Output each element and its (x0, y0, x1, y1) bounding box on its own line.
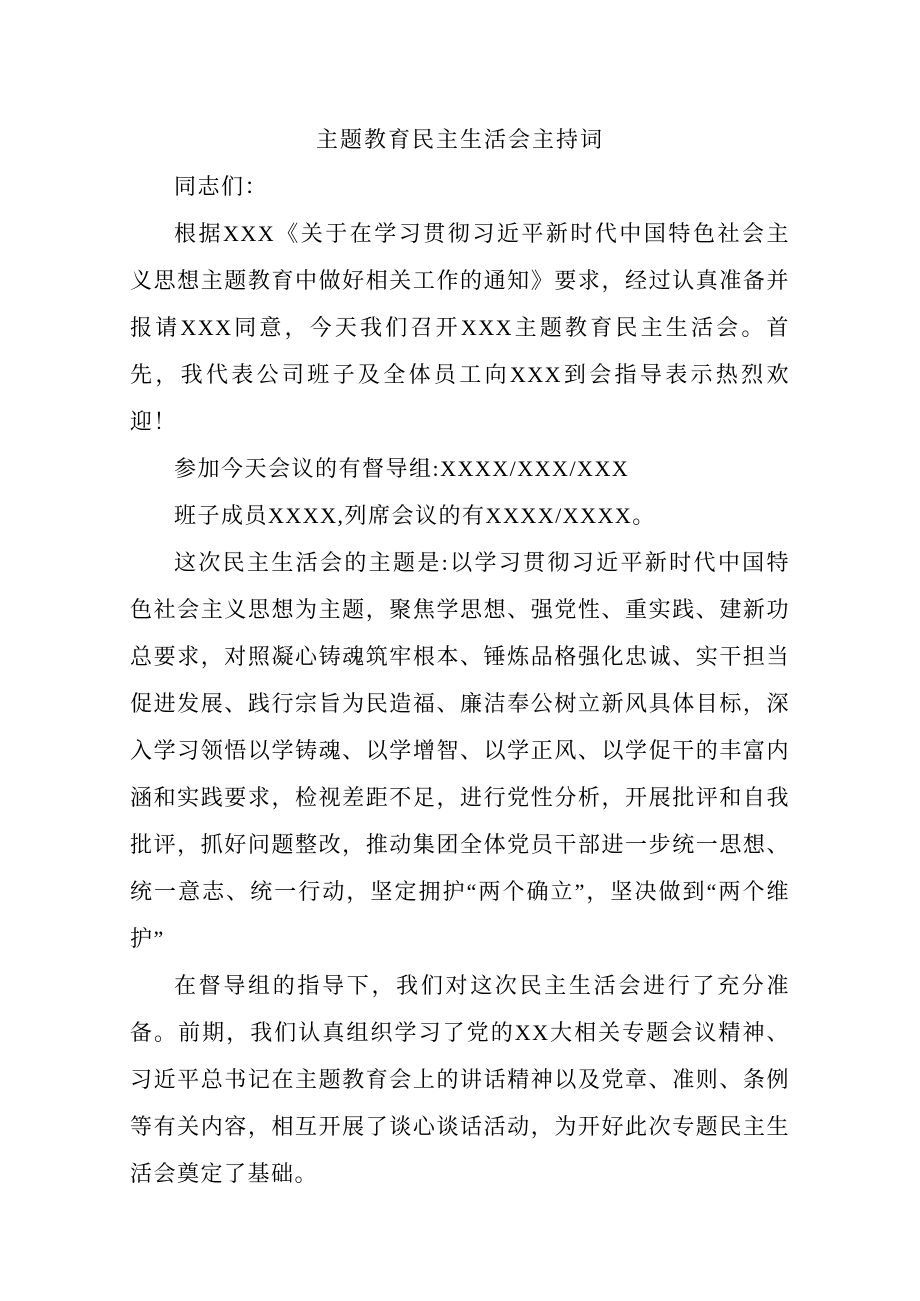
document-body (130, 163, 790, 1197)
paragraph-opening: 根据XXX《关于在学习贯彻习近平新时代中国特色社会主义思想主题教育中做好相关工作的通知》要求，经过认真准备并报请XXX同意，今天我们召开XXX主题教育民主生活会。首先，我代表公司班子及全体员工向XXX到会指导表示热烈欢迎！ (130, 221, 790, 434)
paragraph-salutation: 同志们： (174, 174, 269, 199)
document-title: 主题教育民主生活会主持词 (315, 127, 604, 152)
paragraph-supervision-group: 参加今天会议的有督导组:XXXX/XXX/XXX (174, 456, 630, 481)
paragraph-preparation: 在督导组的指导下，我们对这次民主生活会进行了充分准备。前期，我们认真组织学习了党的XX大相关专题会议精神、习近平总书记在主题教育会上的讲话精神以及党章、准则、条例等有关内容，相互开展了谈心谈话活动，为开好此次专题民主生活会奠定了基础。 (130, 973, 790, 1186)
paragraph-attendees: 班子成员XXXX,列席会议的有XXXX/XXXX。 (174, 503, 656, 528)
paragraph-meeting-theme: 这次民主生活会的主题是:以学习贯彻习近平新时代中国特色社会主义思想为主题，聚焦学思想、强党性、重实践、建新功总要求，对照凝心铸魂筑牢根本、锤炼品格强化忠诚、实干担当促进发展、践行宗旨为民造福、廉洁奉公树立新风具体目标，深入学习领悟以学铸魂、以学增智、以学正风、以学促干的丰富内涵和实践要求，检视差距不足，进行党性分析，开展批评和自我批评，抓好问题整改，推动集团全体党员干部进一步统一思想、统一意志、统一行动，坚定拥护“两个确立”，坚决做到“两个维护” (130, 550, 790, 951)
